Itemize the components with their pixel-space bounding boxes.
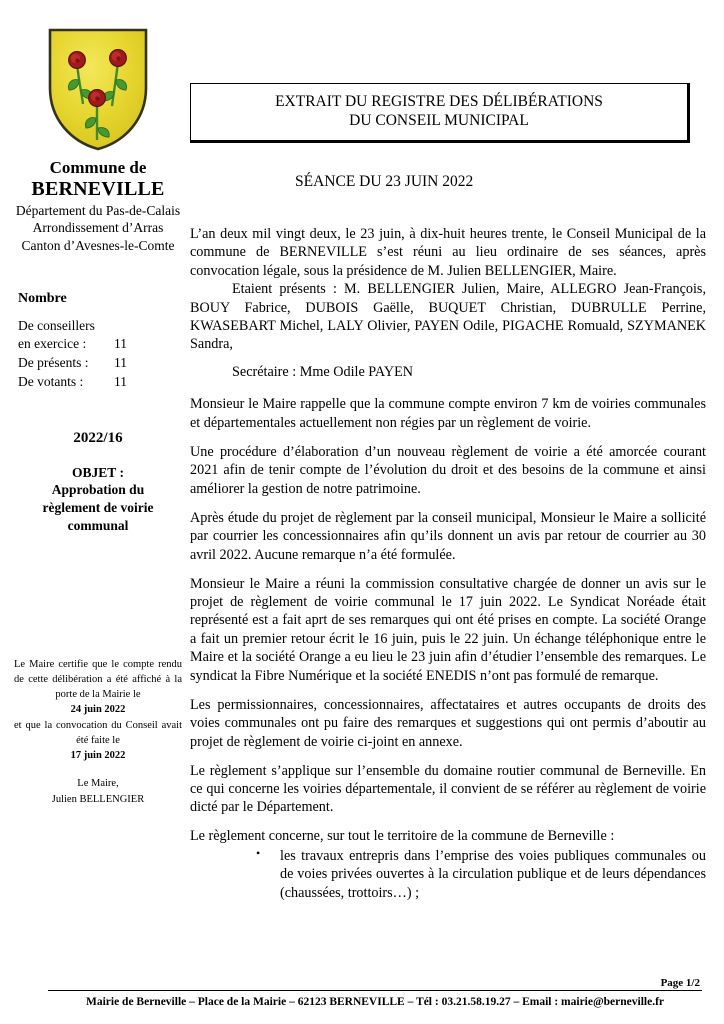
nombre-title: Nombre: [18, 291, 67, 307]
page-number: Page 1/2: [660, 977, 700, 989]
certification-date-affichage: 24 juin 2022: [70, 704, 126, 716]
footer-contact: Mairie de Berneville – Place de la Mairie – 62123 BERNEVILLE – Tél : 03.21.58.19.27 – Email : mairie@berneville.fr: [85, 996, 665, 1008]
coat-of-arms-three-roses-icon: [46, 26, 150, 152]
footer-divider: [48, 990, 702, 991]
document-title-box: [190, 83, 690, 143]
signature-name: Julien BELLENGIER: [51, 793, 145, 805]
nombre-value-conseillers: 11: [114, 336, 127, 352]
paragraph-2: Une procédure d’élaboration d’un nouveau règlement de voirie a été amorcée courant 2021 afin de tenir compte de l’évolution du droit et des besoins de la commune et ainsi améliorer la gestion de notre patrimoine.: [190, 443, 706, 497]
certification-section: [8, 657, 188, 807]
objet-line-1: Approbation du: [51, 482, 145, 498]
nombre-row-conseillers: [18, 318, 188, 353]
left-column: [8, 26, 188, 807]
nombre-section: [8, 291, 188, 391]
commune-prefix: Commune de: [49, 158, 147, 177]
nombre-label-conseillers-line1: De conseillers: [18, 318, 95, 334]
departement-line: Département du Pas-de-Calais: [15, 202, 181, 218]
list-item: • les travaux entrepris dans l’emprise des voies publiques communales ou de voies privées ouvertes à la circulation publique et de leurs dépendances (chaussées, trottoirs…) ;: [256, 847, 706, 902]
canton-line: Canton d’Avesnes-le-Comte: [21, 238, 175, 254]
paragraph-presents: Etaient présents : M. BELLENGIER Julien, Maire, ALLEGRO Jean-François, BOUY Fabrice, DUBOIS Gaëlle, BUQUET Christian, DUBRULLE Perrine, KWASEBART Michel, LALY Olivier, PAYEN Odile, PIGACHE Romuald, SZYMANEK Sandra,: [190, 281, 706, 353]
objet-line-2: règlement de voirie: [42, 500, 154, 516]
deliberation-body: [190, 225, 706, 903]
nombre-row-presents: [18, 353, 188, 372]
signature-role: Le Maire,: [77, 778, 119, 790]
paragraph-secretaire: Secrétaire : Mme Odile PAYEN: [232, 363, 413, 380]
objet-section: [8, 464, 188, 535]
paragraph-5: Les permissionnaires, concessionnaires, affectataires et autres occupants de droits des voies communales ont pu faire des remarques et suggestions qui ont permis d’aboutir au projet de règlement de voirie ci-joint en annexe.: [190, 696, 706, 750]
nombre-value-votants: 11: [114, 374, 127, 390]
paragraph-4: Monsieur le Maire a réuni la commission consultative chargée de donner un avis sur le projet de règlement de voirie communal le 17 juin 2022. Le Syndicat Noréade était représenté est a fait aprt de ses remarques qui ont été prises en compte. La société Orange a fait un premier retour écrit le 16 juin, puis le 22 juin. Un échange téléphonique entre le Maire et la société Orange a eu lieu le 23 juin afin d’étudier l’ensemble des remarques. Le syndicat la Fibre Numérique et la société ENEDIS n’ont pas formulé de remarque.: [190, 575, 706, 684]
paragraph-3: Après étude du projet de règlement par la conseil municipal, Monsieur le Maire a sollicité par courrier les concessionnaires afin qu’ils donnent un avis par retour de courrier au 30 avril 2022. Aucune remarque n’a été formulée.: [190, 509, 706, 563]
commune-name: BERNEVILLE: [31, 178, 165, 201]
deliberation-number: 2022/16: [73, 429, 123, 446]
nombre-value-presents: 11: [114, 355, 127, 371]
scope-bullet-list: [190, 847, 706, 902]
page-footer: [48, 977, 702, 1008]
objet-line-3: communal: [67, 517, 129, 533]
certification-date-convocation: 17 juin 2022: [70, 750, 126, 762]
nombre-label-votants: De votants :: [18, 374, 84, 390]
objet-label: OBJET :: [72, 464, 124, 480]
nombre-label-conseillers-line2: en exercice :: [18, 336, 87, 352]
paragraph-1: Monsieur le Maire rappelle que la commune compte environ 7 km de voiries communales et départementales actuellement non régies par un règlement de voirie.: [190, 396, 706, 431]
masthead: [8, 158, 188, 255]
certification-text-2: et que la convocation du Conseil avait été faite le: [14, 719, 182, 746]
nombre-label-presents: De présents :: [18, 355, 89, 371]
crest-container: [8, 26, 188, 154]
certification-signature: [14, 776, 182, 806]
paragraph-7: Le règlement concerne, sur tout le territoire de la commune de Berneville :: [190, 828, 615, 845]
certification-text-1: Le Maire certifie que le compte rendu de cette délibération a été affiché à la porte de la Mairie le: [14, 658, 182, 701]
paragraph-opening: L’an deux mil vingt deux, le 23 juin, à dix-huit heures trente, le Conseil Municipal de la commune de BERNEVILLE s’est réuni au lieu ordinaire de ses séances, après convocation légale, sous la présidence de M. Julien BELLENGIER, Maire.: [190, 225, 706, 279]
document-title-line-2: DU CONSEIL MUNICIPAL: [349, 112, 529, 130]
document-title-line-1: EXTRAIT DU REGISTRE DES DÉLIBÉRATIONS: [275, 93, 603, 110]
seance-date: SÉANCE DU 23 JUIN 2022: [295, 172, 474, 190]
paragraph-6: Le règlement s’applique sur l’ensemble du domaine routier communal de Berneville. En ce qui concerne les voiries départementale, il convient de se référer au règlement de voirie dicté par le Département.: [190, 762, 706, 816]
nombre-row-votants: [18, 372, 188, 391]
arrondissement-line: Arrondissement d’Arras: [32, 220, 164, 236]
main-column: [190, 26, 706, 902]
